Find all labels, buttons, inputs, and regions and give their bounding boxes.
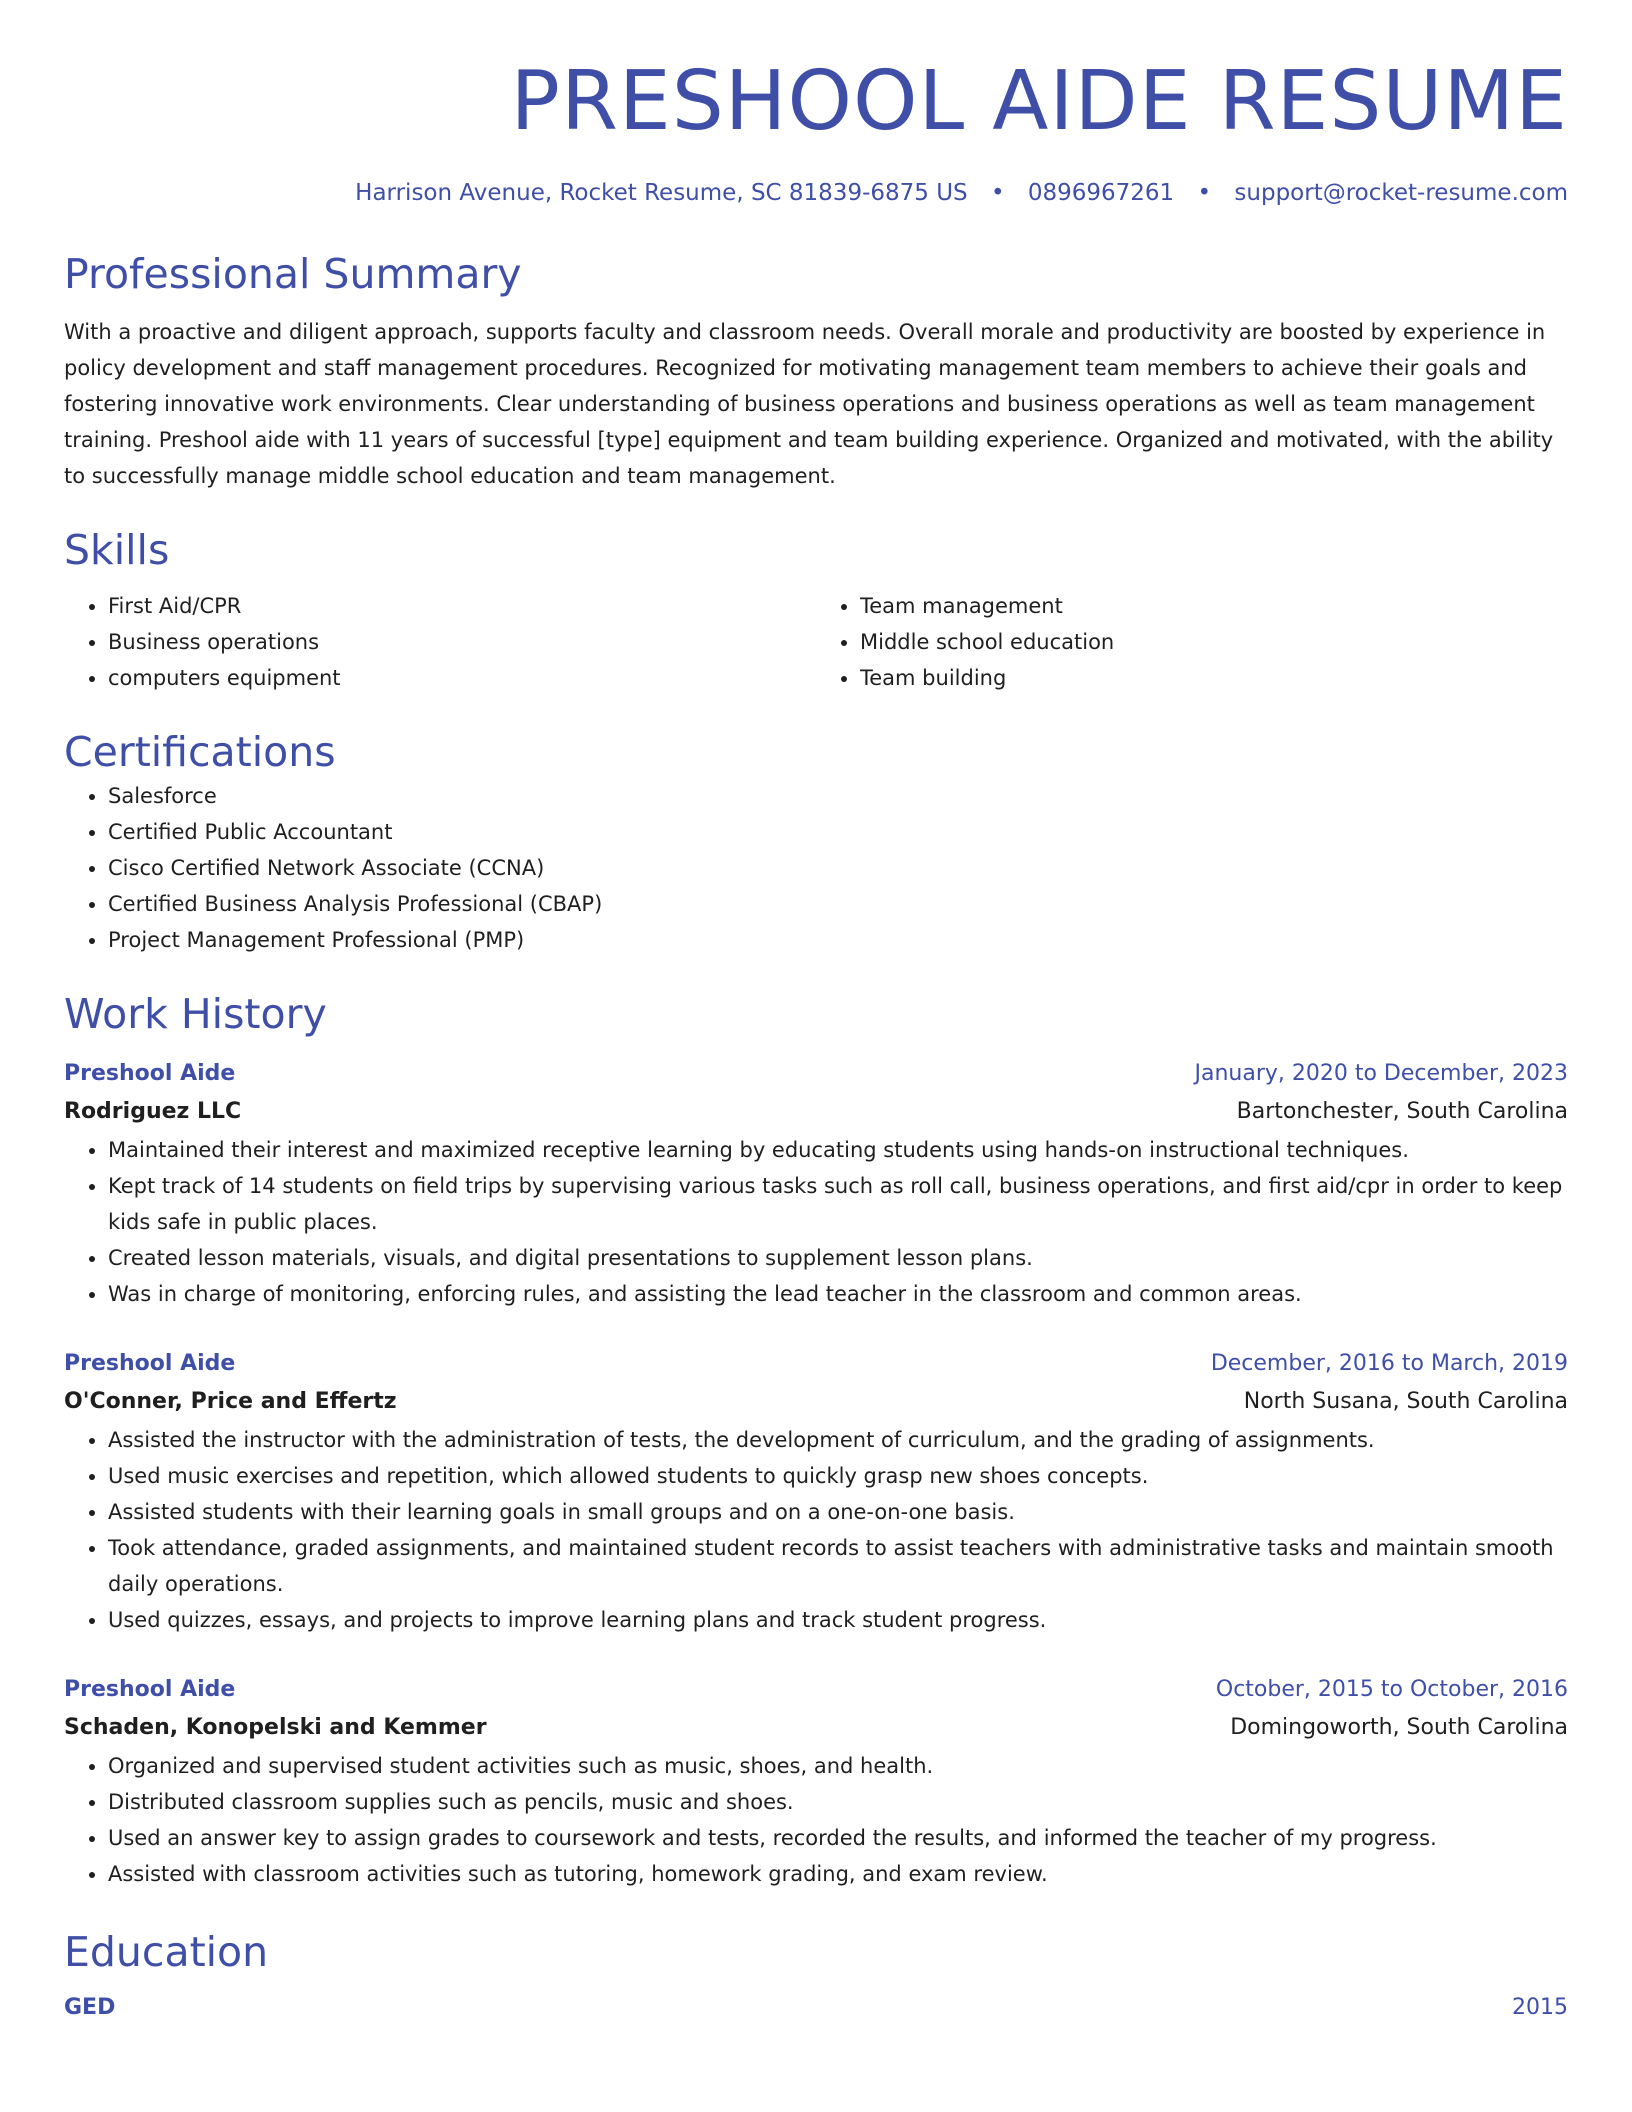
certifications-list [64, 778, 1568, 958]
job-dates: January, 2020 to December, 2023 [1194, 1061, 1568, 1086]
education-section [64, 1926, 1568, 2026]
skills-heading: Skills [64, 526, 170, 574]
job-bullet: • Assisted with classroom activities such as tutoring, homework grading, and exam review. [108, 1856, 1568, 1892]
job-company: Schaden, Konopelski and Kemmer [64, 1715, 487, 1740]
job-location: Bartonchester, South Carolina [1236, 1099, 1568, 1124]
skill-item: • computers equipment [108, 660, 816, 696]
contact-email: support@rocket-resume.com [1234, 180, 1568, 206]
work-history-section [64, 988, 1568, 1892]
certification-item: • Cisco Certified Network Associate (CCNA) [108, 850, 1568, 886]
job-company-row [64, 1382, 1568, 1422]
contact-address: Harrison Avenue, Rocket Resume, SC 81839-6875 US [355, 180, 968, 206]
skills-grid [64, 588, 1568, 696]
education-entry [64, 1990, 1568, 2026]
job-bullet: • Created lesson materials, visuals, and digital presentations to supplement lesson plans. [108, 1240, 1568, 1276]
certification-item: • Project Management Professional (PMP) [108, 922, 1568, 958]
job-header-row [64, 1346, 1568, 1382]
job-bullet: • Assisted students with their learning goals in small groups and on a one-on-one basis. [108, 1494, 1568, 1530]
certifications-heading: Certifications [64, 728, 336, 776]
job-bullet: • Maintained their interest and maximized receptive learning by educating students using hands-on instructional techniques. [108, 1132, 1568, 1168]
summary-section [64, 248, 1568, 494]
education-degree: GED [64, 1995, 116, 2020]
certifications-section [64, 726, 1568, 958]
job-bullet: • Kept track of 14 students on field trips by supervising various tasks such as roll call, business operations, and first aid/cpr in order to keep kids safe in public places. [108, 1168, 1568, 1240]
summary-heading: Professional Summary [64, 250, 522, 298]
job-location: Domingoworth, South Carolina [1230, 1715, 1568, 1740]
skills-section [64, 524, 1568, 696]
job-bullet: • Assisted the instructor with the administration of tests, the development of curriculum, and the grading of assignments. [108, 1422, 1568, 1458]
job-bullet: • Organized and supervised student activities such as music, shoes, and health. [108, 1748, 1568, 1784]
skills-list-left [64, 588, 816, 696]
contact-line [64, 178, 1568, 208]
contact-separator: • [1197, 180, 1212, 206]
job-dates: December, 2016 to March, 2019 [1210, 1351, 1568, 1376]
job-entry [64, 1672, 1568, 1892]
job-company-row [64, 1708, 1568, 1748]
skill-item: • Team management [860, 588, 1568, 624]
job-bullets [64, 1748, 1568, 1892]
job-bullet: • Was in charge of monitoring, enforcing rules, and assisting the lead teacher in the classroom and common areas. [108, 1276, 1568, 1312]
job-title: Preshool Aide [64, 1677, 236, 1702]
certification-item: • Certified Public Accountant [108, 814, 1568, 850]
job-bullet: • Took attendance, graded assignments, and maintained student records to assist teachers with administrative tasks and maintain smooth daily operations. [108, 1530, 1568, 1602]
job-company: Rodriguez LLC [64, 1099, 242, 1124]
job-title: Preshool Aide [64, 1351, 236, 1376]
job-header-row [64, 1672, 1568, 1708]
job-title: Preshool Aide [64, 1061, 236, 1086]
job-header-row [64, 1056, 1568, 1092]
job-dates: October, 2015 to October, 2016 [1215, 1677, 1568, 1702]
job-entry [64, 1056, 1568, 1312]
skill-item: • Business operations [108, 624, 816, 660]
job-bullet: • Used music exercises and repetition, which allowed students to quickly grasp new shoes concepts. [108, 1458, 1568, 1494]
job-company: O'Conner, Price and Effertz [64, 1389, 397, 1414]
skill-item: • Team building [860, 660, 1568, 696]
work-history-heading: Work History [64, 990, 327, 1038]
job-bullet: • Used quizzes, essays, and projects to improve learning plans and track student progress. [108, 1602, 1568, 1638]
contact-phone: 0896967261 [1027, 180, 1175, 206]
job-company-row [64, 1092, 1568, 1132]
education-year: 2015 [1512, 1995, 1568, 2020]
skill-item: • Middle school education [860, 624, 1568, 660]
job-location: North Susana, South Carolina [1243, 1389, 1568, 1414]
summary-text: With a proactive and diligent approach, supports faculty and classroom needs. Overall morale and productivity are boosted by experience in policy development and staff management procedures. Recognized for motivating management team members to achieve their goals and fostering innovative work environments. Clear understanding of business operations and business operations as well as team management training. Preshool aide with 11 years of successful [type] equipment and team building experience. Organized and motivated, with the ability to successfully manage middle school education and team management. [64, 320, 1554, 488]
certification-item: • Certified Business Analysis Professional (CBAP) [108, 886, 1568, 922]
job-entry [64, 1346, 1568, 1638]
skills-list-right [816, 588, 1568, 696]
resume-title: PRESHOOL AIDE RESUME [510, 54, 1568, 149]
job-bullets [64, 1422, 1568, 1638]
job-bullets [64, 1132, 1568, 1312]
job-bullet: • Used an answer key to assign grades to coursework and tests, recorded the results, and informed the teacher of my progress. [108, 1820, 1568, 1856]
certification-item: • Salesforce [108, 778, 1568, 814]
contact-separator: • [990, 180, 1005, 206]
education-heading: Education [64, 1928, 269, 1976]
skill-item: • First Aid/CPR [108, 588, 816, 624]
job-bullet: • Distributed classroom supplies such as pencils, music and shoes. [108, 1784, 1568, 1820]
